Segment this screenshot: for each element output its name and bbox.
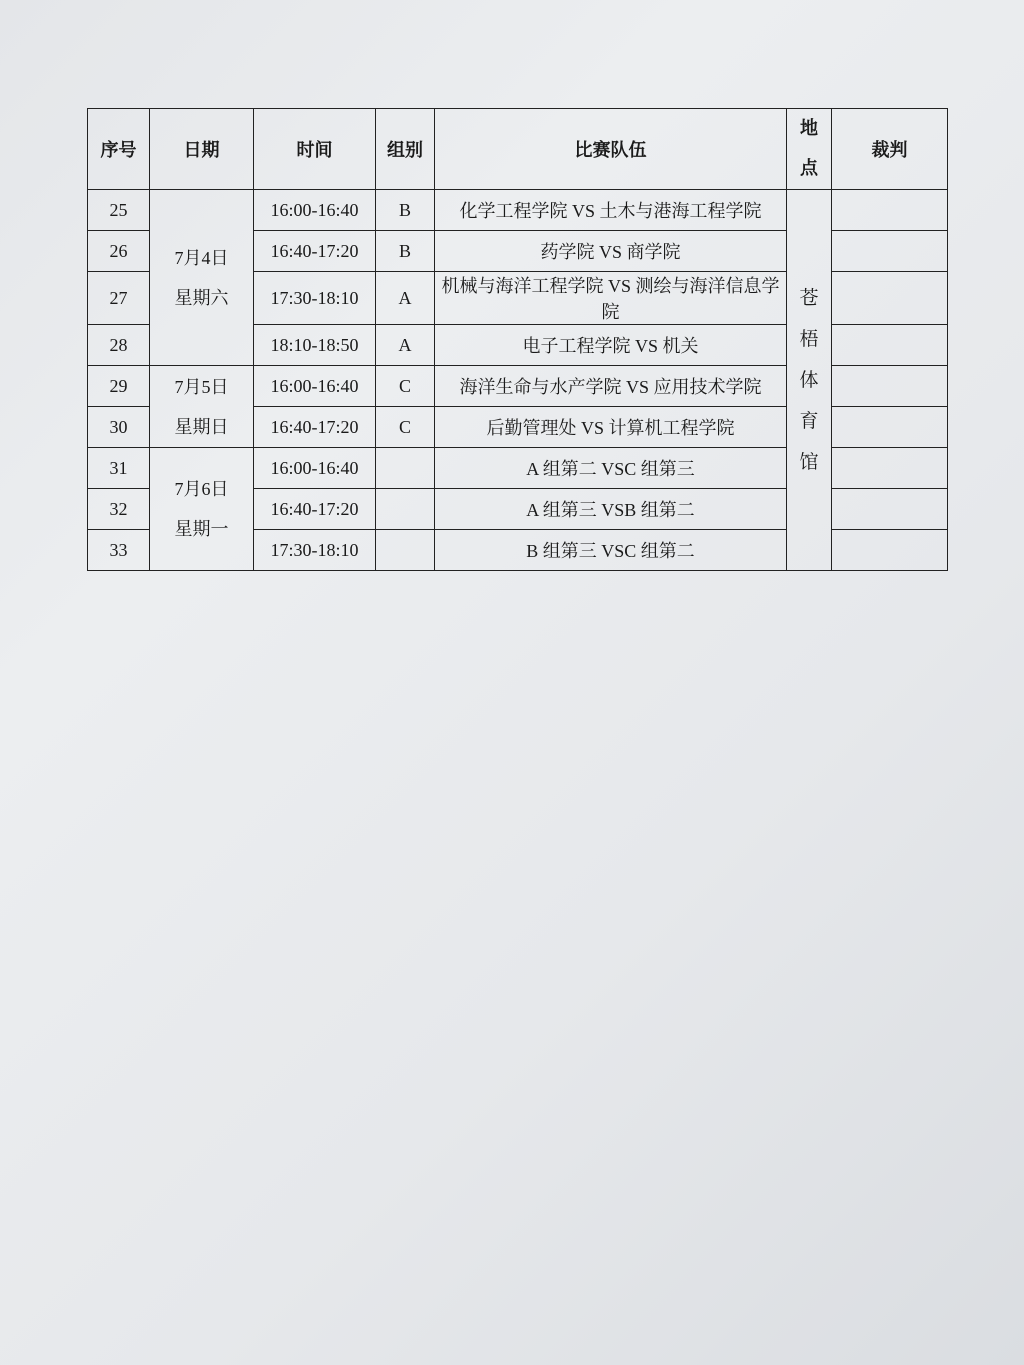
venue-char: 梧: [799, 328, 819, 350]
row-match: 药学院 VS 商学院: [435, 231, 787, 272]
date-cell-jul6: [150, 448, 254, 571]
row-seq: 25: [88, 190, 150, 231]
row-referee: [832, 231, 948, 272]
date-weekday: 星期六: [174, 287, 229, 308]
row-seq: 28: [88, 325, 150, 366]
header-match: 比赛队伍: [435, 109, 787, 190]
header-venue: [787, 109, 832, 190]
header-venue-line1: 地: [800, 118, 818, 139]
row-seq: 26: [88, 231, 150, 272]
row-match: A 组第二 VSC 组第三: [435, 448, 787, 489]
date-day: 7月4日: [174, 247, 229, 268]
table-row: [88, 190, 948, 231]
match-schedule-table: [87, 108, 948, 571]
date-weekday: 星期日: [174, 416, 229, 437]
header-seq: 序号: [88, 109, 150, 190]
row-match: 海洋生命与水产学院 VS 应用技术学院: [435, 366, 787, 407]
row-referee: [832, 530, 948, 571]
row-group: [376, 489, 435, 530]
row-referee: [832, 489, 948, 530]
row-group: C: [376, 407, 435, 448]
row-time: 16:40-17:20: [254, 489, 376, 530]
venue-char: 育: [799, 410, 819, 432]
row-seq: 27: [88, 272, 150, 325]
header-row: [88, 109, 948, 190]
date-day: 7月6日: [174, 479, 229, 499]
row-match: A 组第三 VSB 组第二: [435, 489, 787, 530]
row-group: B: [376, 190, 435, 231]
row-referee: [832, 407, 948, 448]
row-seq: 33: [88, 530, 150, 571]
row-time: 17:30-18:10: [254, 272, 376, 325]
row-time: 16:00-16:40: [254, 190, 376, 231]
row-referee: [832, 325, 948, 366]
row-match: B 组第三 VSC 组第二: [435, 530, 787, 571]
date-cell-jul4: [150, 190, 254, 366]
row-group: [376, 530, 435, 571]
row-match: 后勤管理处 VS 计算机工程学院: [435, 407, 787, 448]
header-venue-line2: 点: [800, 158, 818, 179]
row-referee: [832, 448, 948, 489]
row-seq: 29: [88, 366, 150, 407]
row-group: [376, 448, 435, 489]
row-seq: 32: [88, 489, 150, 530]
row-group: C: [376, 366, 435, 407]
row-group: B: [376, 231, 435, 272]
row-referee: [832, 366, 948, 407]
row-time: 17:30-18:10: [254, 530, 376, 571]
row-match: 化学工程学院 VS 土木与港海工程学院: [435, 190, 787, 231]
date-day: 7月5日: [174, 376, 229, 397]
row-time: 16:00-16:40: [254, 366, 376, 407]
row-seq: 30: [88, 407, 150, 448]
row-time: 16:40-17:20: [254, 407, 376, 448]
header-time: 时间: [254, 109, 376, 190]
header-date: 日期: [150, 109, 254, 190]
row-referee: [832, 190, 948, 231]
row-match: 机械与海洋工程学院 VS 测绘与海洋信息学院: [435, 272, 787, 325]
venue-cell: [787, 190, 832, 571]
row-seq: 31: [88, 448, 150, 489]
row-group: A: [376, 325, 435, 366]
header-referee: 裁判: [832, 109, 948, 190]
row-match: 电子工程学院 VS 机关: [435, 325, 787, 366]
row-group: A: [376, 272, 435, 325]
row-referee: [832, 272, 948, 325]
row-time: 16:40-17:20: [254, 231, 376, 272]
date-weekday: 星期一: [174, 519, 229, 539]
row-time: 18:10-18:50: [254, 325, 376, 366]
date-cell-jul5: [150, 366, 254, 448]
header-group: 组别: [376, 109, 435, 190]
venue-char: 苍: [799, 287, 819, 309]
venue-char: 馆: [799, 451, 819, 473]
venue-char: 体: [799, 369, 819, 391]
row-time: 16:00-16:40: [254, 448, 376, 489]
